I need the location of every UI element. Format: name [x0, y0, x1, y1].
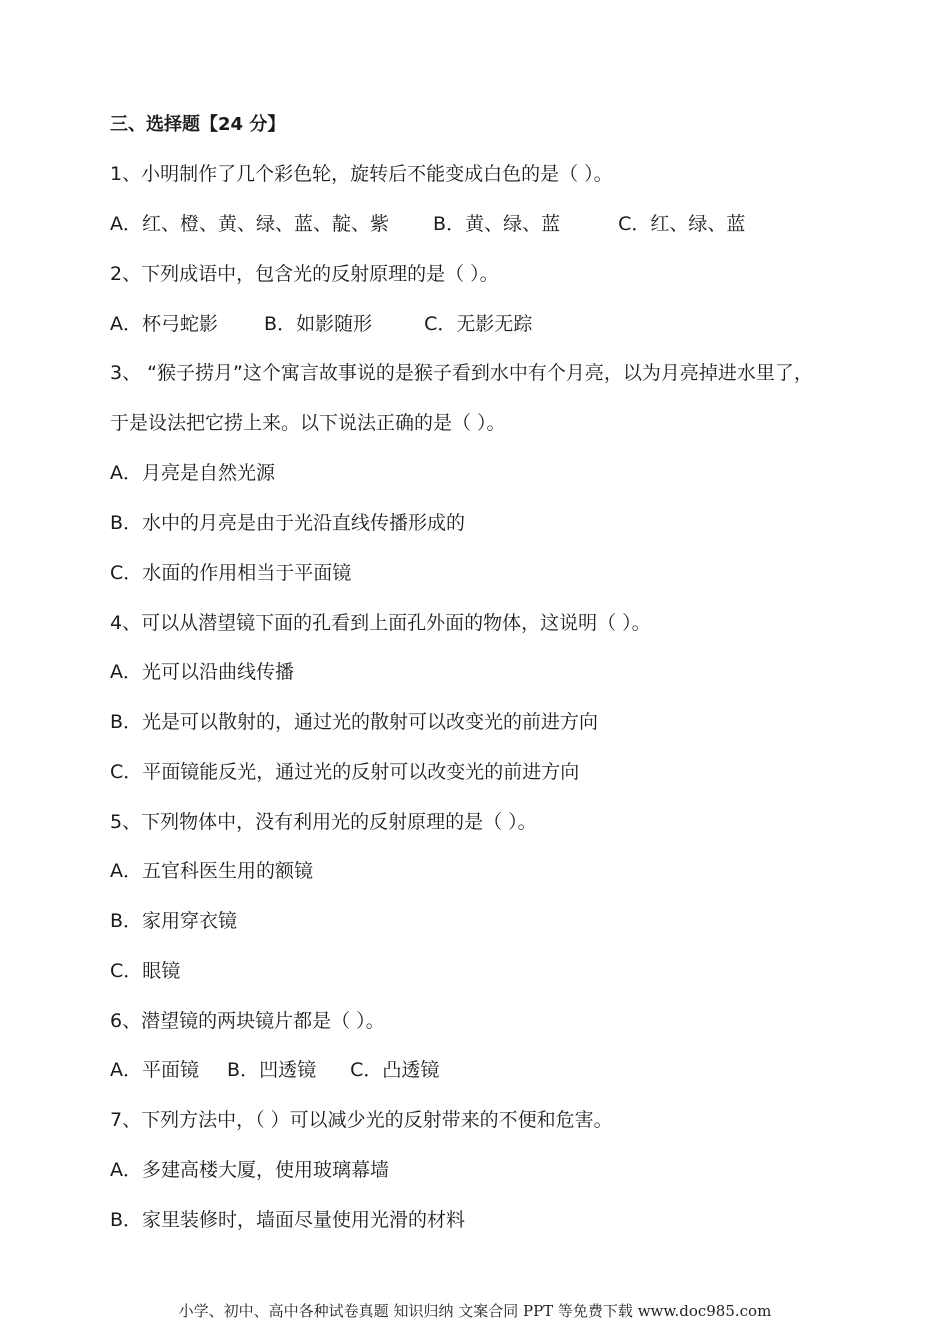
- question-7-option-b: B．家里装修时，墙面尽量使用光滑的材料: [110, 1209, 466, 1231]
- question-2-stem: 2、下列成语中，包含光的反射原理的是（ ）。: [110, 263, 499, 285]
- footer-watermark: 小学、初中、高中各种试卷真题 知识归纳 文案合同 PPT 等免费下载 www.doc985.com: [178, 1302, 772, 1320]
- option-a: A．杯弓蛇影: [110, 313, 218, 335]
- question-5-stem: 5、下列物体中，没有利用光的反射原理的是（ ）。: [110, 811, 537, 833]
- option-b: B．黄、绿、蓝: [433, 213, 561, 235]
- section-title: 三、选择题【24 分】: [110, 114, 286, 135]
- question-5-option-a: A．五官科医生用的额镜: [110, 860, 313, 882]
- question-3-option-c: C．水面的作用相当于平面镜: [110, 562, 352, 584]
- question-4-option-a: A．光可以沿曲线传播: [110, 661, 294, 683]
- question-5-option-c: C．眼镜: [110, 960, 181, 982]
- option-b: B．凹透镜: [227, 1059, 317, 1081]
- question-7-option-a: A．多建高楼大厦，使用玻璃幕墙: [110, 1159, 389, 1181]
- question-3-option-a: A．月亮是自然光源: [110, 462, 275, 484]
- option-a: A．红、橙、黄、绿、蓝、靛、紫: [110, 213, 389, 235]
- option-b: B．如影随形: [264, 313, 373, 335]
- question-4-option-b: B．光是可以散射的，通过光的散射可以改变光的前进方向: [110, 711, 599, 733]
- question-5-option-b: B．家用穿衣镜: [110, 910, 238, 932]
- question-2-options: [110, 311, 532, 337]
- question-4-stem: 4、可以从潜望镜下面的孔看到上面孔外面的物体，这说明（ ）。: [110, 612, 651, 634]
- question-6-options: [110, 1057, 439, 1083]
- question-7-stem: 7、下列方法中，（ ）可以减少光的反射带来的不便和危害。: [110, 1109, 613, 1131]
- question-4-option-c: C．平面镜能反光，通过光的反射可以改变光的前进方向: [110, 761, 580, 783]
- question-3-stem-line-1: 3、 “猴子捞月”这个寓言故事说的是猴子看到水中有个月亮，以为月亮掉进水里了，: [110, 362, 813, 384]
- option-c: C．凸透镜: [350, 1059, 440, 1081]
- question-1-stem: 1、小明制作了几个彩色轮，旋转后不能变成白色的是（ ）。: [110, 163, 613, 185]
- question-1-options: [110, 211, 745, 237]
- question-6-stem: 6、潜望镜的两块镜片都是（ ）。: [110, 1010, 385, 1032]
- question-3-stem-line-2: 于是设法把它捞上来。以下说法正确的是（ ）。: [110, 412, 506, 434]
- option-a: A．平面镜: [110, 1059, 199, 1081]
- question-3-option-b: B．水中的月亮是由于光沿直线传播形成的: [110, 512, 466, 534]
- option-c: C．红、绿、蓝: [618, 213, 746, 235]
- option-c: C．无影无踪: [424, 313, 533, 335]
